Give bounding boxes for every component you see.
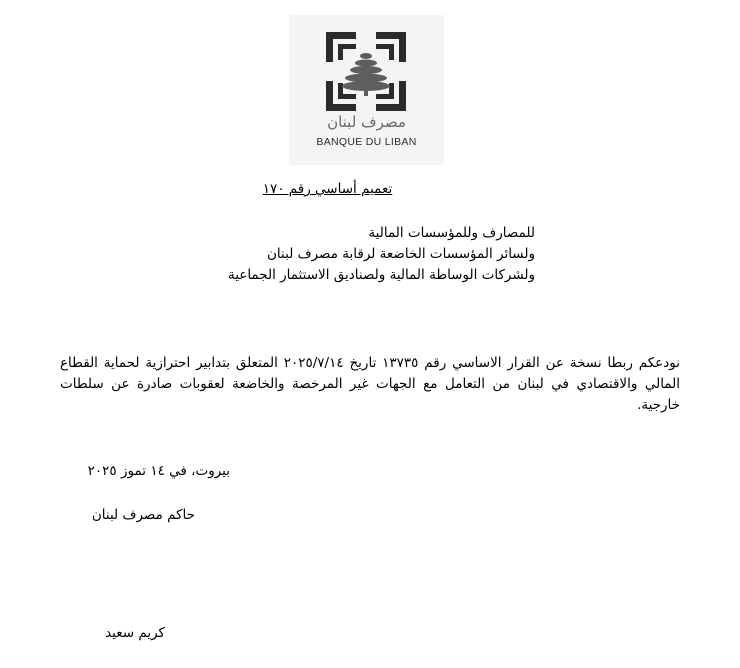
signatory-name: كريم سعيد <box>105 625 165 641</box>
document-body: نودعكم ربطا نسخة عن القرار الاساسي رقم ١٣٧٣٥ تاريخ ٢٠٢٥/٧/١٤ المتعلق بتدابير احترازية لحماية القطاع المالي والاقتصادي في لبنان من التعامل مع الجهات غير المرخصة والخاضعة لعقوبات صادرة عن سلطات خارجية. <box>60 355 680 413</box>
recipient-line: ولسائر المؤسسات الخاضعة لرقابة مصرف لبنان <box>267 246 535 262</box>
document-title: تعميم أساسي رقم ١٧٠ <box>262 181 393 197</box>
recipient-line: للمصارف وللمؤسسات المالية <box>368 225 535 241</box>
logo-english-name: BANQUE DU LIBAN <box>316 136 417 148</box>
logo-arabic-name: مصرف لبنان <box>327 113 406 131</box>
signatory-title: حاكم مصرف لبنان <box>91 507 195 523</box>
recipient-line: ولشركات الوساطة المالية ولصناديق الاستثمار الجماعية <box>227 267 535 283</box>
place-date: بيروت، في ١٤ تموز ٢٠٢٥ <box>87 463 230 479</box>
bank-logo <box>289 15 444 165</box>
cedar-tree-icon <box>326 32 406 111</box>
